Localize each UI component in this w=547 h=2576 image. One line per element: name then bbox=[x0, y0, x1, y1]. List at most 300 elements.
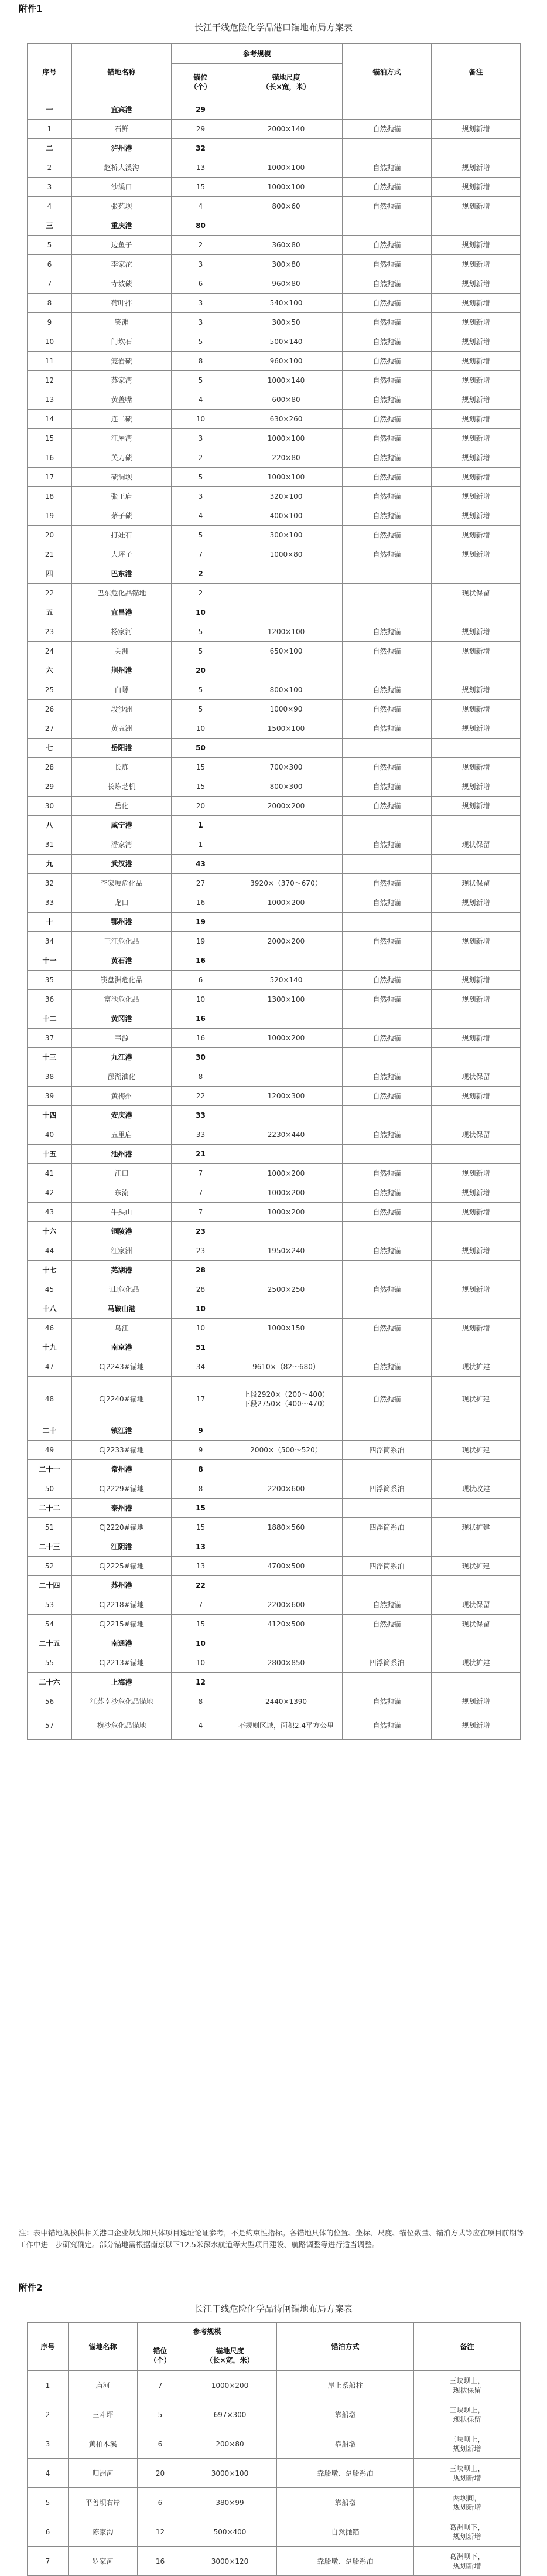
header-size bbox=[183, 2340, 277, 2371]
table-row bbox=[28, 1711, 521, 1740]
group-number: 十四 bbox=[28, 1106, 72, 1125]
group-mooring bbox=[343, 100, 432, 120]
group-mooring bbox=[343, 1009, 432, 1029]
remark: 规划新增 bbox=[432, 1711, 521, 1740]
berth-count: 7 bbox=[172, 545, 230, 564]
mooring-method: 自然抛锚 bbox=[343, 197, 432, 216]
group-berth-count: 12 bbox=[172, 1673, 230, 1692]
group-mooring bbox=[343, 1499, 432, 1518]
anchorage-size: 4120×500 bbox=[230, 1615, 343, 1634]
row-number: 16 bbox=[28, 448, 72, 468]
table-row bbox=[28, 1518, 521, 1537]
anchorage-size: 320×100 bbox=[230, 487, 343, 506]
remark: 规划新增 bbox=[432, 390, 521, 410]
anchorage-name: 岳化 bbox=[72, 797, 172, 816]
anchorage-size: 1000×200 bbox=[230, 1164, 343, 1183]
remark: 现状保留 bbox=[432, 874, 521, 893]
table-row bbox=[28, 352, 521, 371]
berth-count: 8 bbox=[172, 1479, 230, 1499]
row-number: 37 bbox=[28, 1029, 72, 1048]
mooring-method: 自然抛锚 bbox=[343, 120, 432, 139]
row-number: 54 bbox=[28, 1615, 72, 1634]
group-number: 二十 bbox=[28, 1421, 72, 1441]
anchorage-size: 540×100 bbox=[230, 294, 343, 313]
row-number: 43 bbox=[28, 1203, 72, 1222]
group-remark bbox=[432, 1338, 521, 1357]
row-number: 40 bbox=[28, 1125, 72, 1145]
anchorage-size: 2000×140 bbox=[230, 120, 343, 139]
table-row bbox=[28, 1067, 521, 1087]
group-berth-count: 15 bbox=[172, 1499, 230, 1518]
mooring-method: 自然抛锚 bbox=[343, 1692, 432, 1711]
berth-count: 1 bbox=[172, 835, 230, 855]
mooring-method: 自然抛锚 bbox=[343, 642, 432, 661]
table-row bbox=[28, 2517, 521, 2547]
group-size bbox=[230, 216, 343, 236]
group-mooring bbox=[343, 216, 432, 236]
row-number: 9 bbox=[28, 313, 72, 332]
row-number: 2 bbox=[28, 2400, 69, 2429]
row-number: 14 bbox=[28, 410, 72, 429]
header-size-unit: （长×宽，米） bbox=[206, 2356, 254, 2364]
group-size bbox=[230, 1673, 343, 1692]
group-mooring bbox=[343, 564, 432, 584]
group-number: 十五 bbox=[28, 1145, 72, 1164]
mooring-method: 自然抛锚 bbox=[343, 1377, 432, 1421]
table-row bbox=[28, 642, 521, 661]
group-remark bbox=[432, 1299, 521, 1319]
remark: 葛洲坝下， 规划新增 bbox=[414, 2547, 521, 2576]
row-number: 3 bbox=[28, 178, 72, 197]
group-berth-count: 10 bbox=[172, 603, 230, 622]
mooring-method: 自然抛锚 bbox=[343, 1357, 432, 1377]
group-berth-count: 13 bbox=[172, 1537, 230, 1557]
remark: 规划新增 bbox=[432, 429, 521, 448]
remark: 规划新增 bbox=[432, 1183, 521, 1203]
remark: 规划新增 bbox=[432, 1164, 521, 1183]
row-number: 57 bbox=[28, 1711, 72, 1740]
remark: 规划新增 bbox=[432, 797, 521, 816]
anchorage-size bbox=[230, 1067, 343, 1087]
port-group-row bbox=[28, 1145, 521, 1164]
port-name: 鄂州港 bbox=[72, 913, 172, 932]
row-number: 47 bbox=[28, 1357, 72, 1377]
anchorage-layout-table bbox=[27, 43, 521, 1740]
group-number: 十二 bbox=[28, 1009, 72, 1029]
port-group-row bbox=[28, 603, 521, 622]
group-number: 六 bbox=[28, 661, 72, 680]
port-name: 南通港 bbox=[72, 1634, 172, 1653]
mooring-method: 自然抛锚 bbox=[343, 700, 432, 719]
port-group-row bbox=[28, 1576, 521, 1595]
berth-count: 15 bbox=[172, 178, 230, 197]
group-berth-count: 19 bbox=[172, 913, 230, 932]
table-row bbox=[28, 158, 521, 178]
table-row bbox=[28, 2459, 521, 2488]
port-name: 咸宁港 bbox=[72, 816, 172, 835]
anchorage-name: 乌江 bbox=[72, 1319, 172, 1338]
berth-count: 23 bbox=[172, 1241, 230, 1261]
group-size bbox=[230, 1576, 343, 1595]
port-name: 上海港 bbox=[72, 1673, 172, 1692]
port-name: 南京港 bbox=[72, 1338, 172, 1357]
group-mooring bbox=[343, 1048, 432, 1067]
anchorage-name: 大坪子 bbox=[72, 545, 172, 564]
group-mooring bbox=[343, 1299, 432, 1319]
group-number: 十六 bbox=[28, 1222, 72, 1241]
mooring-method: 自然抛锚 bbox=[343, 255, 432, 274]
mooring-method: 自然抛锚 bbox=[343, 506, 432, 526]
mooring-method: 自然抛锚 bbox=[343, 758, 432, 777]
row-number: 55 bbox=[28, 1653, 72, 1673]
remark: 规划新增 bbox=[432, 1319, 521, 1338]
anchorage-name: 连二碛 bbox=[72, 410, 172, 429]
anchorage-name: 石鲜 bbox=[72, 120, 172, 139]
table-row bbox=[28, 2371, 521, 2400]
mooring-method: 自然抛锚 bbox=[343, 1595, 432, 1615]
group-berth-count: 10 bbox=[172, 1299, 230, 1319]
berth-count: 15 bbox=[172, 1615, 230, 1634]
remark: 规划新增 bbox=[432, 410, 521, 429]
group-mooring bbox=[343, 1106, 432, 1125]
group-berth-count: 80 bbox=[172, 216, 230, 236]
port-group-row bbox=[28, 1261, 521, 1280]
berth-count: 20 bbox=[172, 797, 230, 816]
group-mooring bbox=[343, 1338, 432, 1357]
group-size bbox=[230, 951, 343, 971]
group-remark bbox=[432, 913, 521, 932]
berth-count: 6 bbox=[138, 2488, 183, 2517]
anchorage-size: 1000×150 bbox=[230, 1319, 343, 1338]
berth-count: 28 bbox=[172, 1280, 230, 1299]
mooring-method: 自然抛锚 bbox=[343, 448, 432, 468]
anchorage-name: 罗家河 bbox=[69, 2547, 138, 2576]
table-row bbox=[28, 1653, 521, 1673]
anchorage-size: 1500×100 bbox=[230, 719, 343, 739]
table-row bbox=[28, 971, 521, 990]
mooring-method: 四浮筒系泊 bbox=[343, 1557, 432, 1576]
port-group-row bbox=[28, 951, 521, 971]
port-group-row bbox=[28, 661, 521, 680]
anchorage-size: 1000×200 bbox=[230, 893, 343, 913]
group-number: 十 bbox=[28, 913, 72, 932]
group-size bbox=[230, 1145, 343, 1164]
remark: 现状扩建 bbox=[432, 1653, 521, 1673]
anchorage-size: 3000×120 bbox=[183, 2547, 277, 2576]
berth-count: 10 bbox=[172, 1319, 230, 1338]
row-number: 24 bbox=[28, 642, 72, 661]
berth-count: 16 bbox=[138, 2547, 183, 2576]
row-number: 4 bbox=[28, 2459, 69, 2488]
berth-count: 6 bbox=[138, 2429, 183, 2459]
berth-count: 6 bbox=[172, 971, 230, 990]
table-row bbox=[28, 777, 521, 797]
group-remark bbox=[432, 951, 521, 971]
remark: 两坝间， 规划新增 bbox=[414, 2488, 521, 2517]
group-size bbox=[230, 1106, 343, 1125]
anchorage-size: 800×300 bbox=[230, 777, 343, 797]
berth-count: 33 bbox=[172, 1125, 230, 1145]
table-row bbox=[28, 332, 521, 352]
remark: 现状保留 bbox=[432, 1595, 521, 1615]
group-number: 十七 bbox=[28, 1261, 72, 1280]
remark: 三峡坝上， 现状保留 bbox=[414, 2371, 521, 2400]
row-number: 46 bbox=[28, 1319, 72, 1338]
berth-count: 5 bbox=[172, 622, 230, 642]
anchorage-name: 韦源 bbox=[72, 1029, 172, 1048]
remark: 现状扩建 bbox=[432, 1377, 521, 1421]
row-number: 39 bbox=[28, 1087, 72, 1106]
anchorage-size: 不规则区域，面积2.4平方公里 bbox=[230, 1711, 343, 1740]
remark: 现状保留 bbox=[432, 1615, 521, 1634]
group-number: 二十六 bbox=[28, 1673, 72, 1692]
group-size bbox=[230, 1009, 343, 1029]
anchorage-size: 2000×200 bbox=[230, 932, 343, 951]
berth-count: 5 bbox=[172, 468, 230, 487]
header-size bbox=[230, 64, 343, 100]
anchorage-size: 1000×140 bbox=[230, 371, 343, 390]
table-row bbox=[28, 874, 521, 893]
anchorage-name: 笼岩碛 bbox=[72, 352, 172, 371]
table-row bbox=[28, 990, 521, 1009]
mooring-method: 岸上系船柱 bbox=[277, 2371, 414, 2400]
table-row bbox=[28, 255, 521, 274]
row-number: 53 bbox=[28, 1595, 72, 1615]
group-berth-count: 16 bbox=[172, 1009, 230, 1029]
anchorage-size: 500×400 bbox=[183, 2517, 277, 2547]
port-name: 江阴港 bbox=[72, 1537, 172, 1557]
anchorage-name: 李家沱 bbox=[72, 255, 172, 274]
berth-count: 2 bbox=[172, 584, 230, 603]
group-berth-count: 30 bbox=[172, 1048, 230, 1067]
table-row bbox=[28, 1441, 521, 1460]
port-name: 黄冈港 bbox=[72, 1009, 172, 1029]
mooring-method: 自然抛锚 bbox=[343, 236, 432, 255]
remark: 规划新增 bbox=[432, 274, 521, 294]
group-size bbox=[230, 1338, 343, 1357]
berth-count: 5 bbox=[172, 700, 230, 719]
group-remark bbox=[432, 1576, 521, 1595]
berth-count: 7 bbox=[138, 2371, 183, 2400]
mooring-method: 自然抛锚 bbox=[343, 1029, 432, 1048]
header-name: 锚地名称 bbox=[72, 44, 172, 100]
mooring-method: 自然抛锚 bbox=[343, 971, 432, 990]
anchorage-name: 五里庙 bbox=[72, 1125, 172, 1145]
anchorage-name: 富池危化品 bbox=[72, 990, 172, 1009]
anchorage-size: 800×100 bbox=[230, 680, 343, 700]
berth-count: 3 bbox=[172, 429, 230, 448]
row-number: 36 bbox=[28, 990, 72, 1009]
berth-count: 13 bbox=[172, 158, 230, 178]
remark: 三峡坝上， 现状保留 bbox=[414, 2400, 521, 2429]
anchorage-size: 1200×300 bbox=[230, 1087, 343, 1106]
anchorage-size: 2000×200 bbox=[230, 797, 343, 816]
row-number: 17 bbox=[28, 468, 72, 487]
remark: 现状改建 bbox=[432, 1479, 521, 1499]
group-size bbox=[230, 564, 343, 584]
remark: 规划新增 bbox=[432, 448, 521, 468]
group-berth-count: 23 bbox=[172, 1222, 230, 1241]
mooring-method: 自然抛锚 bbox=[343, 1241, 432, 1261]
port-name: 泸州港 bbox=[72, 139, 172, 158]
group-number: 十一 bbox=[28, 951, 72, 971]
port-group-row bbox=[28, 139, 521, 158]
header-remark: 备注 bbox=[414, 2323, 521, 2371]
row-number: 3 bbox=[28, 2429, 69, 2459]
table-row bbox=[28, 2400, 521, 2429]
anchorage-size: 300×100 bbox=[230, 526, 343, 545]
table-row bbox=[28, 1357, 521, 1377]
mooring-method bbox=[343, 584, 432, 603]
berth-count: 2 bbox=[172, 448, 230, 468]
table-row bbox=[28, 1125, 521, 1145]
header-size-label: 锚地尺度 bbox=[216, 2346, 244, 2355]
remark: 规划新增 bbox=[432, 526, 521, 545]
remark: 规划新增 bbox=[432, 468, 521, 487]
row-number: 52 bbox=[28, 1557, 72, 1576]
row-number: 33 bbox=[28, 893, 72, 913]
group-remark bbox=[432, 1222, 521, 1241]
anchorage-name: 牛头山 bbox=[72, 1203, 172, 1222]
group-size bbox=[230, 1299, 343, 1319]
row-number: 41 bbox=[28, 1164, 72, 1183]
anchorage-size bbox=[230, 584, 343, 603]
port-name: 镇江港 bbox=[72, 1421, 172, 1441]
remark: 规划新增 bbox=[432, 294, 521, 313]
group-mooring bbox=[343, 816, 432, 835]
anchorage-name: CJ2220#锚地 bbox=[72, 1518, 172, 1537]
mooring-method: 自然抛锚 bbox=[343, 352, 432, 371]
group-number: 七 bbox=[28, 739, 72, 758]
group-mooring bbox=[343, 1261, 432, 1280]
berth-count: 7 bbox=[172, 1595, 230, 1615]
group-size bbox=[230, 1222, 343, 1241]
anchorage-size: 3920×（370～670） bbox=[230, 874, 343, 893]
berth-count: 29 bbox=[172, 120, 230, 139]
anchorage-size: 1000×200 bbox=[183, 2371, 277, 2400]
anchorage-name: 碛洞坝 bbox=[72, 468, 172, 487]
row-number: 6 bbox=[28, 255, 72, 274]
berth-count: 15 bbox=[172, 777, 230, 797]
port-group-row bbox=[28, 816, 521, 835]
mooring-method: 自然抛锚 bbox=[343, 777, 432, 797]
anchorage-name: 江苏南沙危化品锚地 bbox=[72, 1692, 172, 1711]
table-row bbox=[28, 1377, 521, 1421]
anchorage-size: 1000×100 bbox=[230, 158, 343, 178]
berth-count: 17 bbox=[172, 1377, 230, 1421]
anchorage-name: 三斗坪 bbox=[69, 2400, 138, 2429]
berth-count: 12 bbox=[138, 2517, 183, 2547]
anchorage-size: 1000×90 bbox=[230, 700, 343, 719]
row-number: 49 bbox=[28, 1441, 72, 1460]
row-number: 51 bbox=[28, 1518, 72, 1537]
anchorage-size: 3000×100 bbox=[183, 2459, 277, 2488]
port-name: 武汉港 bbox=[72, 855, 172, 874]
row-number: 34 bbox=[28, 932, 72, 951]
row-number: 1 bbox=[28, 2371, 69, 2400]
remark: 规划新增 bbox=[432, 506, 521, 526]
port-group-row bbox=[28, 1421, 521, 1441]
group-size bbox=[230, 855, 343, 874]
header-size-unit: （长×宽，米） bbox=[262, 82, 310, 91]
anchorage-size: 2200×600 bbox=[230, 1479, 343, 1499]
group-number: 二十一 bbox=[28, 1460, 72, 1479]
group-remark bbox=[432, 1673, 521, 1692]
remark: 规划新增 bbox=[432, 622, 521, 642]
row-number: 25 bbox=[28, 680, 72, 700]
remark: 规划新增 bbox=[432, 893, 521, 913]
remark: 规划新增 bbox=[432, 642, 521, 661]
group-size bbox=[230, 739, 343, 758]
berth-count: 10 bbox=[172, 990, 230, 1009]
remark: 规划新增 bbox=[432, 1029, 521, 1048]
table-row bbox=[28, 2488, 521, 2517]
row-number: 38 bbox=[28, 1067, 72, 1087]
mooring-method: 自然抛锚 bbox=[343, 410, 432, 429]
anchorage-name: 杨家河 bbox=[72, 622, 172, 642]
anchorage-size: 500×140 bbox=[230, 332, 343, 352]
table-row bbox=[28, 236, 521, 255]
anchorage-size: 2440×1390 bbox=[230, 1692, 343, 1711]
row-number: 10 bbox=[28, 332, 72, 352]
anchorage-size: 1000×100 bbox=[230, 468, 343, 487]
lock-waiting-anchorage-table bbox=[27, 2322, 521, 2576]
row-number: 8 bbox=[28, 294, 72, 313]
row-number: 56 bbox=[28, 1692, 72, 1711]
anchorage-name: 张王庙 bbox=[72, 487, 172, 506]
table-row bbox=[28, 1183, 521, 1203]
waiting-table-body bbox=[28, 2371, 521, 2576]
remark: 现状扩建 bbox=[432, 1441, 521, 1460]
row-number: 15 bbox=[28, 429, 72, 448]
anchorage-name: 横沙危化品锚地 bbox=[72, 1711, 172, 1740]
remark: 规划新增 bbox=[432, 255, 521, 274]
remark: 规划新增 bbox=[432, 700, 521, 719]
berth-count: 4 bbox=[172, 1711, 230, 1740]
mooring-method: 自然抛锚 bbox=[343, 545, 432, 564]
table-row bbox=[28, 1692, 521, 1711]
table-row bbox=[28, 1164, 521, 1183]
anchorage-name: 黄盖嘴 bbox=[72, 390, 172, 410]
remark: 规划新增 bbox=[432, 120, 521, 139]
anchorage-name: 黄五洲 bbox=[72, 719, 172, 739]
anchorage-size: 1000×200 bbox=[230, 1029, 343, 1048]
berth-count: 16 bbox=[172, 893, 230, 913]
anchorage-name: CJ2213#锚地 bbox=[72, 1653, 172, 1673]
group-size bbox=[230, 1421, 343, 1441]
table-row bbox=[28, 390, 521, 410]
anchorage-name: 江口 bbox=[72, 1164, 172, 1183]
group-mooring bbox=[343, 1576, 432, 1595]
group-mooring bbox=[343, 951, 432, 971]
berth-count: 3 bbox=[172, 487, 230, 506]
anchorage-name: 张苑坝 bbox=[72, 197, 172, 216]
port-group-row bbox=[28, 216, 521, 236]
port-group-row bbox=[28, 1634, 521, 1653]
berth-count: 7 bbox=[172, 1203, 230, 1222]
row-number: 50 bbox=[28, 1479, 72, 1499]
group-berth-count: 21 bbox=[172, 1145, 230, 1164]
mooring-method: 自然抛锚 bbox=[343, 487, 432, 506]
group-number: 二十三 bbox=[28, 1537, 72, 1557]
row-number: 22 bbox=[28, 584, 72, 603]
anchorage-size: 400×100 bbox=[230, 506, 343, 526]
group-berth-count: 28 bbox=[172, 1261, 230, 1280]
group-remark bbox=[432, 564, 521, 584]
group-mooring bbox=[343, 1537, 432, 1557]
row-number: 45 bbox=[28, 1280, 72, 1299]
remark: 规划新增 bbox=[432, 236, 521, 255]
